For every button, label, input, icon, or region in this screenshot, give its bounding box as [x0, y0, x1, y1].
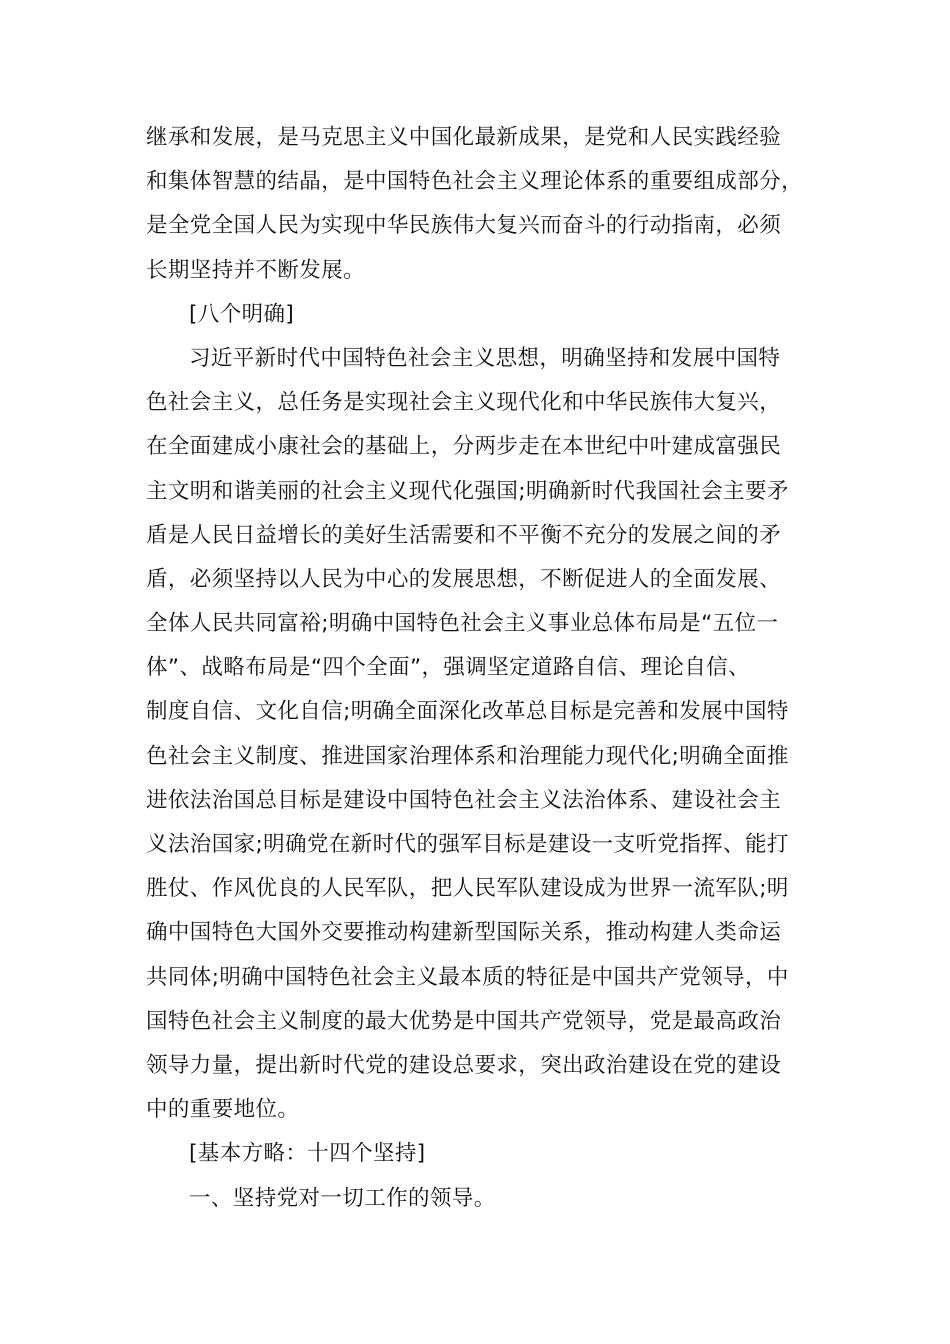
text-line: 是全党全国人民为实现中华民族伟大复兴而奋斗的行动指南，必须	[146, 213, 782, 239]
section-heading-eight-clarifications: [八个明确]	[189, 301, 295, 327]
text-line: 进依法治国总目标是建设中国特色社会主义法治体系、建设社会主	[146, 787, 782, 813]
text-line: 胜仗、作风优良的人民军队，把人民军队建设成为世界一流军队;明	[146, 876, 789, 902]
text-line: 在全面建成小康社会的基础上，分两步走在本世纪中叶建成富强民	[146, 434, 782, 460]
text-line: 色社会主义制度、推进国家治理体系和治理能力现代化;明确全面推	[146, 743, 789, 769]
text-line: 色社会主义，总任务是实现社会主义现代化和中华民族伟大复兴，	[146, 390, 782, 416]
text-line: 共同体;明确中国特色社会主义最本质的特征是中国共产党领导，中	[146, 964, 789, 990]
text-line: 全体人民共同富裕;明确中国特色社会主义事业总体布局是“五位一	[146, 611, 779, 637]
text-line: 确中国特色大国外交要推动构建新型国际关系，推动构建人类命运	[146, 920, 782, 946]
text-line: 主文明和谐美丽的社会主义现代化强国;明确新时代我国社会主要矛	[146, 478, 789, 504]
text-line: 制度自信、文化自信;明确全面深化改革总目标是完善和发展中国特	[146, 699, 789, 725]
text-line: 中的重要地位。	[146, 1097, 300, 1123]
list-item: 一、坚持党对一切工作的领导。	[189, 1185, 496, 1211]
text-line: 和集体智慧的结晶，是中国特色社会主义理论体系的重要组成部分，	[146, 169, 804, 195]
text-line: 盾，必须坚持以人民为中心的发展思想，不断促进人的全面发展、	[146, 566, 782, 592]
text-line: 体”、战略布局是“四个全面”，强调坚定道路自信、理论自信、	[146, 655, 751, 681]
text-line: 领导力量，提出新时代党的建设总要求，突出政治建设在党的建设	[146, 1052, 782, 1078]
text-line: 国特色社会主义制度的最大优势是中国共产党领导，党是最高政治	[146, 1008, 782, 1034]
text-line: 继承和发展，是马克思主义中国化最新成果，是党和人民实践经验	[146, 125, 782, 150]
section-heading-basic-strategy: [基本方略：十四个坚持]	[189, 1141, 426, 1167]
text-line: 义法治国家;明确党在新时代的强军目标是建设一支听党指挥、能打	[146, 832, 789, 857]
document-body	[146, 116, 846, 1221]
text-line: 盾是人民日益增长的美好生活需要和不平衡不充分的发展之间的矛	[146, 522, 782, 548]
text-line: 习近平新时代中国特色社会主义思想，明确坚持和发展中国特	[189, 345, 781, 371]
text-line: 长期坚持并不断发展。	[146, 257, 366, 283]
